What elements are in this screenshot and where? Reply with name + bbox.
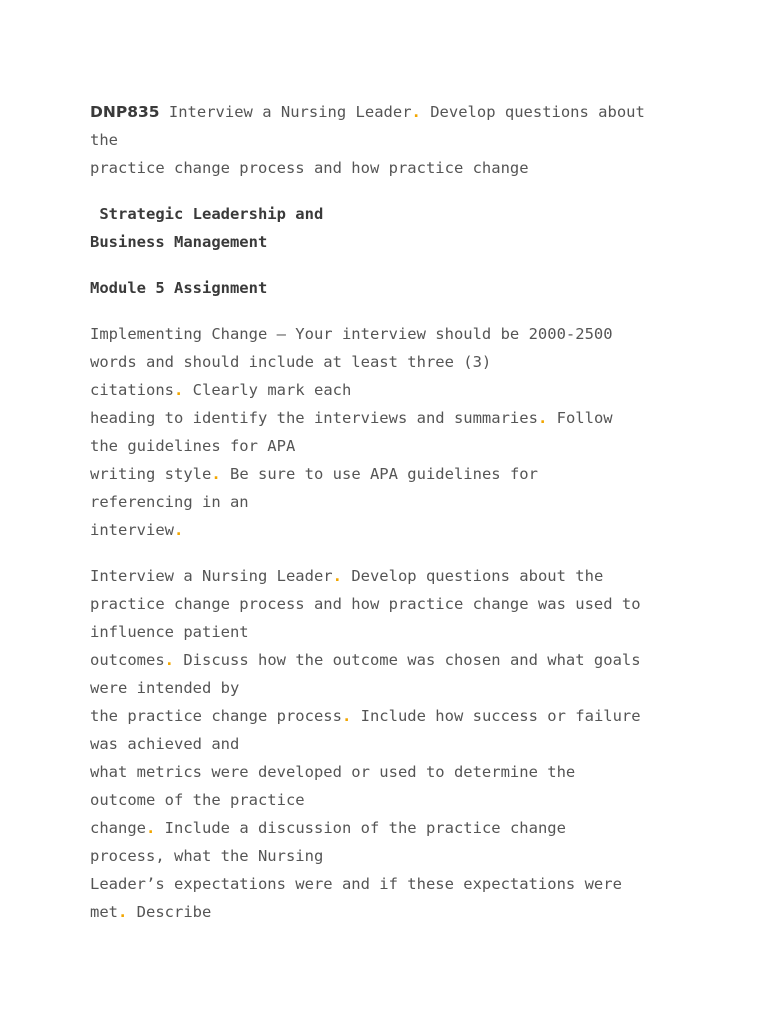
main-line-1 <box>90 562 690 590</box>
main-text: Include a discussion of the practice change <box>155 819 566 837</box>
intro-line-2: words and should include at least three (3) <box>90 353 492 371</box>
main-line-4 <box>90 646 690 674</box>
header-line-1 <box>90 98 690 126</box>
main-line-3: influence patient <box>90 623 249 641</box>
intro-text: heading to identify the interviews and summaries <box>90 409 538 427</box>
intro-line-8 <box>90 516 690 544</box>
document-content <box>90 98 690 944</box>
main-text: Interview a Nursing Leader <box>90 567 333 585</box>
period-highlight: . <box>174 381 184 399</box>
main-text: Include how success or failure <box>351 707 641 725</box>
header-text-b: Develop questions about <box>420 103 645 121</box>
intro-paragraph <box>90 320 690 544</box>
main-line-5: were intended by <box>90 679 240 697</box>
intro-line-1: Implementing Change – Your interview should be 2000-2500 <box>90 325 613 343</box>
main-line-7: was achieved and <box>90 735 240 753</box>
main-text: change <box>90 819 146 837</box>
course-title-line-2: Business Management <box>90 233 268 251</box>
period-highlight: . <box>174 521 184 539</box>
main-paragraph <box>90 562 690 926</box>
main-line-2: practice change process and how practice change was used to <box>90 595 641 613</box>
intro-line-7: referencing in an <box>90 493 249 511</box>
header-line-3: practice change process and how practice change <box>90 159 529 177</box>
period-highlight: . <box>332 567 342 585</box>
intro-line-3 <box>90 376 690 404</box>
intro-line-6 <box>90 460 690 488</box>
intro-text: Follow <box>547 409 613 427</box>
intro-text: writing style <box>90 465 212 483</box>
period-highlight: . <box>537 409 548 427</box>
header-paragraph <box>90 98 690 182</box>
intro-text: interview <box>90 521 174 539</box>
intro-line-4 <box>90 404 690 432</box>
period-highlight: . <box>341 707 352 725</box>
main-text: met <box>90 903 118 921</box>
main-text: Discuss how the outcome was chosen and what goals <box>174 651 641 669</box>
module-title <box>90 274 690 302</box>
intro-text: Clearly mark each <box>183 381 352 399</box>
header-text-a: Interview a Nursing Leader <box>159 103 412 121</box>
main-line-9: outcome of the practice <box>90 791 305 809</box>
period-highlight: . <box>411 103 421 121</box>
intro-text: Be sure to use APA guidelines for <box>220 465 538 483</box>
period-highlight: . <box>164 651 174 669</box>
course-title-line-1: Strategic Leadership and <box>90 205 324 223</box>
period-highlight: . <box>211 465 221 483</box>
main-text: Describe <box>127 903 212 921</box>
period-highlight: . <box>118 903 128 921</box>
module-title-text: Module 5 Assignment <box>90 279 268 297</box>
main-line-12: Leader’s expectations were and if these expectations were <box>90 875 622 893</box>
intro-line-5: the guidelines for APA <box>90 437 296 455</box>
header-line-2: the <box>90 131 118 149</box>
main-text: the practice change process <box>90 707 342 725</box>
main-line-11: process, what the Nursing <box>90 847 324 865</box>
period-highlight: . <box>146 819 156 837</box>
course-title <box>90 200 690 256</box>
main-line-8: what metrics were developed or used to determine the <box>90 763 576 781</box>
main-text: outcomes <box>90 651 165 669</box>
course-code: DNP835 <box>90 103 160 121</box>
main-line-13 <box>90 898 690 926</box>
main-line-10 <box>90 814 690 842</box>
intro-text: citations <box>90 381 174 399</box>
main-line-6 <box>90 702 690 730</box>
main-text: Develop questions about the <box>341 567 604 585</box>
